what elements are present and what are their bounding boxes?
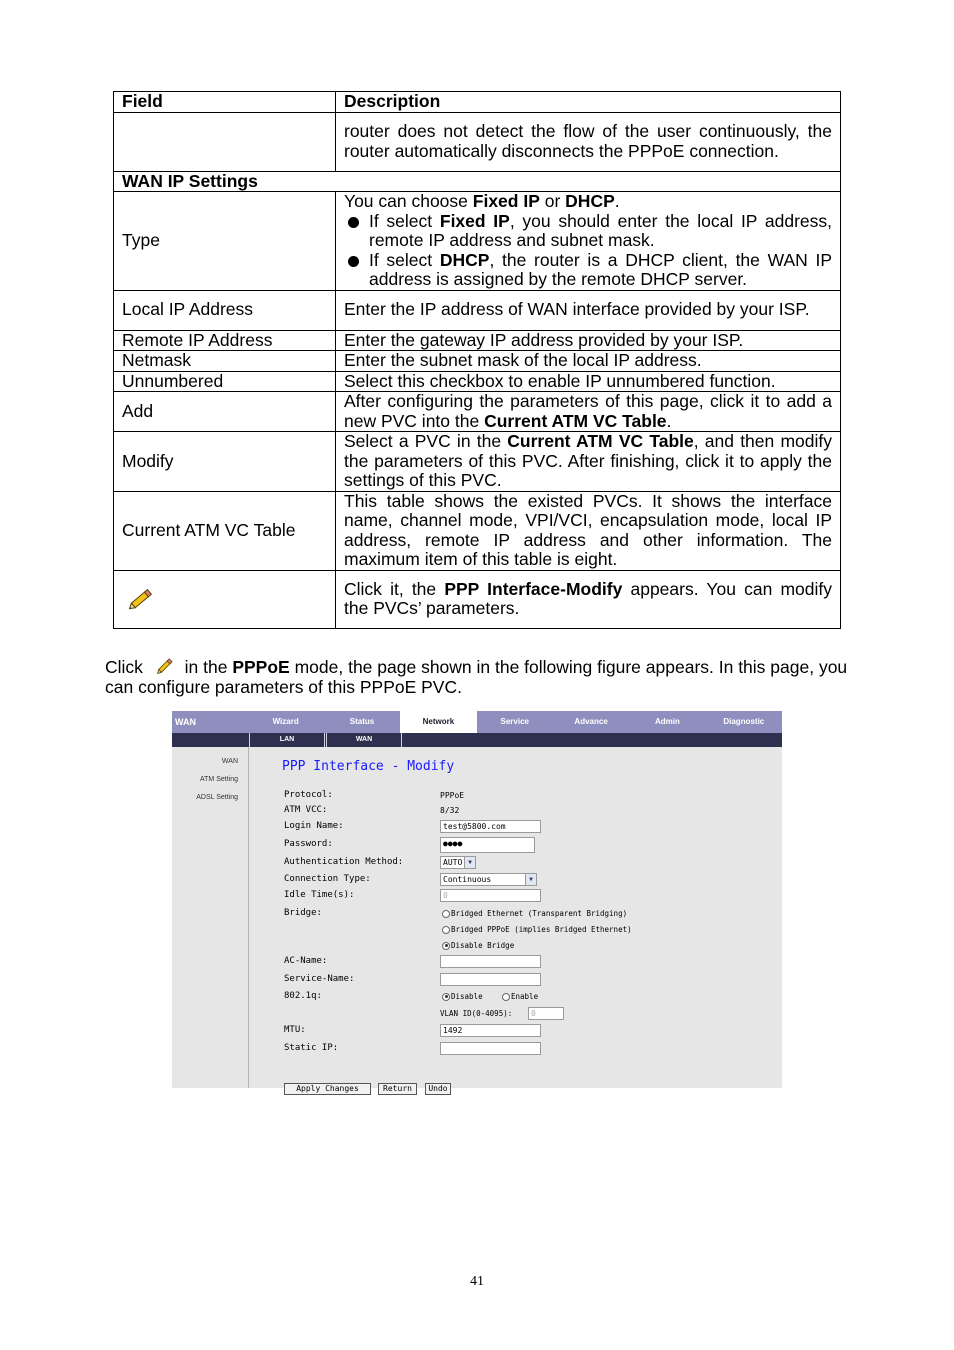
field-unnumbered: Unnumbered — [114, 371, 336, 392]
field-type: Type — [114, 192, 336, 291]
label-802-1q: 802.1q: — [284, 991, 322, 1001]
value-protocol: PPPoE — [440, 791, 465, 800]
tab-status[interactable]: Status — [349, 717, 375, 726]
chevron-down-icon: ▼ — [525, 874, 536, 885]
radio-bridged-ethernet[interactable]: Bridged Ethernet (Transparent Bridging) — [442, 909, 627, 918]
brand-label: WAN — [175, 717, 196, 727]
radio-off-icon — [442, 910, 450, 918]
desc-modify: Select a PVC in the Current ATM VC Table, and then modify the parameters of this PVC. After finishing, click it to apply the settings of this PVC. — [336, 432, 841, 492]
value-atm-vcc: 8/32 — [440, 806, 460, 815]
desc-pencil: Click it, the PPP Interface-Modify appears. You can modify the PVCs’ parameters. — [336, 570, 841, 628]
label-atm-vcc: ATM VCC: — [284, 805, 328, 815]
left-nav — [172, 747, 249, 1088]
radio-disable-bridge[interactable]: Disable Bridge — [442, 941, 514, 950]
desc-remote-ip: Enter the gateway IP address provided by your ISP. — [336, 330, 841, 351]
label-auth-method: Authentication Method: — [284, 857, 404, 867]
continued-description: router does not detect the flow of the user continuously, the router automatically disconnects the PPPoE connection. — [336, 112, 841, 171]
apply-changes-button[interactable]: Apply Changes — [284, 1083, 371, 1095]
label-mtu: MTU: — [284, 1025, 306, 1035]
login-name-input[interactable]: test@5800.com — [440, 820, 541, 833]
nav-item-adsl-setting[interactable]: ADSL Setting — [196, 794, 238, 801]
ac-name-input[interactable] — [440, 955, 541, 968]
radio-8021q-enable[interactable]: Enable — [502, 992, 538, 1001]
label-password: Password: — [284, 839, 333, 849]
undo-button[interactable]: Undo — [425, 1083, 451, 1095]
label-static-ip: Static IP: — [284, 1043, 339, 1053]
tab-wizard[interactable]: Wizard — [272, 717, 299, 726]
radio-bridged-pppoe[interactable]: Bridged PPPoE (implies Bridged Ethernet) — [442, 925, 632, 934]
field-modify: Modify — [114, 432, 336, 492]
field-add: Add — [114, 392, 336, 432]
service-name-input[interactable] — [440, 973, 541, 986]
idle-time-input[interactable]: 0 — [440, 889, 541, 902]
nav-item-wan[interactable]: WAN — [221, 758, 238, 765]
return-button[interactable]: Return — [378, 1083, 417, 1095]
tab-admin[interactable]: Admin — [655, 717, 680, 726]
router-screenshot — [172, 711, 782, 1093]
empty-field-cell — [114, 112, 336, 171]
password-input[interactable]: ●●●● — [440, 837, 535, 853]
sub-nav-bar — [172, 733, 782, 747]
field-current-atm-vc-table: Current ATM VC Table — [114, 491, 336, 570]
radio-off-icon — [442, 926, 450, 934]
label-bridge: Bridge: — [284, 908, 322, 918]
top-nav-bar — [172, 711, 782, 733]
type-bullets — [344, 212, 832, 290]
type-intro: You can choose Fixed IP or DHCP. — [344, 191, 620, 211]
radio-on-icon — [442, 942, 450, 950]
label-login-name: Login Name: — [284, 821, 344, 831]
field-local-ip: Local IP Address — [114, 290, 336, 330]
auth-method-select[interactable]: AUTO ▼ — [440, 856, 476, 869]
label-idle-time: Idle Time(s): — [284, 890, 355, 900]
header-description: Description — [336, 92, 841, 113]
label-connection-type: Connection Type: — [284, 874, 371, 884]
connection-type-select[interactable]: Continuous ▼ — [440, 873, 537, 886]
field-pencil — [114, 570, 336, 628]
label-vlan-id: VLAN ID(0-4095): — [440, 1009, 513, 1018]
label-service-name: Service-Name: — [284, 974, 355, 984]
subtab-lan[interactable]: LAN — [249, 733, 325, 747]
header-field: Field — [114, 92, 336, 113]
radio-off-icon — [502, 993, 510, 1001]
tab-advance[interactable]: Advance — [574, 717, 608, 726]
desc-netmask: Enter the subnet mask of the local IP address. — [336, 351, 841, 372]
radio-on-icon — [442, 993, 450, 1001]
bullet-dhcp: If select DHCP, the router is a DHCP client, the WAN IP address is assigned by the remote DHCP server. — [344, 251, 832, 290]
mtu-input[interactable]: 1492 — [440, 1024, 541, 1037]
tab-diagnostic[interactable]: Diagnostic — [723, 717, 765, 726]
pencil-icon — [154, 657, 176, 675]
vlan-id-input[interactable]: 0 — [528, 1007, 564, 1020]
intro-paragraph: Click in the PPPoE mode, the page shown in the following figure appears. In this page, you can configure parameters of this PPPoE PVC. — [105, 657, 848, 697]
ppp-form — [250, 747, 782, 1093]
label-protocol: Protocol: — [284, 790, 333, 800]
desc-current-atm-vc-table: This table shows the existed PVCs. It shows the interface name, channel mode, VPI/VCI, encapsulation mode, local IP address, remote IP address and other information. The maximum item of this table is eight. — [336, 491, 841, 570]
radio-8021q-disable[interactable]: Disable — [442, 992, 483, 1001]
page-number: 41 — [470, 1274, 484, 1289]
tab-network[interactable]: Network — [400, 711, 476, 733]
desc-type — [336, 192, 841, 291]
desc-unnumbered: Select this checkbox to enable IP unnumbered function. — [336, 371, 841, 392]
page-title: PPP Interface - Modify — [282, 759, 455, 774]
chevron-down-icon: ▼ — [464, 857, 475, 868]
nav-item-atm-setting[interactable]: ATM Setting — [200, 776, 238, 783]
field-netmask: Netmask — [114, 351, 336, 372]
subtab-wan[interactable]: WAN — [326, 733, 402, 747]
pencil-icon — [126, 585, 156, 613]
section-wan-ip-settings: WAN IP Settings — [114, 171, 841, 192]
tab-service[interactable]: Service — [500, 717, 529, 726]
label-ac-name: AC-Name: — [284, 956, 328, 966]
field-remote-ip: Remote IP Address — [114, 330, 336, 351]
desc-add: After configuring the parameters of this page, click it to add a new PVC into the Current ATM VC Table. — [336, 392, 841, 432]
field-description-table — [113, 91, 841, 629]
static-ip-input[interactable] — [440, 1042, 541, 1055]
desc-local-ip: Enter the IP address of WAN interface provided by your ISP. — [336, 290, 841, 330]
bullet-fixed-ip: If select Fixed IP, you should enter the local IP address, remote IP address and subnet mask. — [344, 212, 832, 251]
